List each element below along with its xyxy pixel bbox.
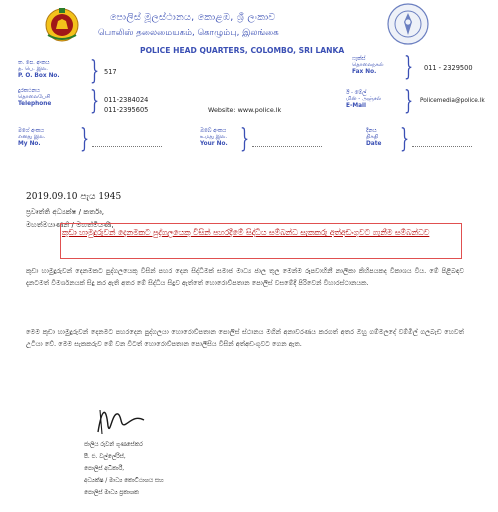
your-no-label: ඔබේ අංකය உமது இல. Your No. [200,128,228,147]
paragraph-1: කුඩා හාමුදුරුවන් දෙනමකට පුද්ගලයෙකු විසින් පහර දෙන සිද්ධිමක් සමාජ මාධ්‍ය ජාල තුල මෙන්ම රූපවාහිනී නාලිකා කිහිපයකද විකාශය විය. මේ පිළිබඳව දැනටමත් විමර්ශනයක් සිදු කර ඇති අතර මේ සිද්ධිය සිදුව ඇත්තේ හොරොව්පතාන පොලිස් වසමේදී පිරිවෙන් විහාරස්ථානයක. [26,267,464,288]
signature-icon [92,402,152,438]
fax-label: ෆැක්ස් தொலைநகல் Fax No. [352,56,384,75]
telephone-brace: } [90,86,100,116]
signer-line-1: ජාලිය රුවන් ගුණසේකර [84,442,143,448]
email-label: ඊ - මේල් மின் - அஞ்சல் E-Mail [346,90,382,109]
my-no-label: මගේ අංකය எனது இல. My No. [18,128,46,147]
paragraph-2: මෙම කුඩා හාමුදුරුවන් දෙනමට පහරදෙන පුද්ගලයා හොරොව්පතාන පොලිස් ස්ථානය මගින් අනාවරණය කරගත් අතර ඔහු ගම්මලදේ වම්මිල් ගලබැඩ හෙවත් උටියා වේ. මෙම සැකකරුව මේ වන විටත් හොරොව්පතාන පොලීසිය විසින් අත්අඩංගුවට ගෙන ඇත. [26,328,464,349]
signer-line-3: පොලිස් අධිකාරී, [84,466,125,472]
telephone-value-2: 011-2395605 [104,106,149,114]
telephone-label: දුරකථනය தொலைபேசி Telephone [18,88,52,107]
my-no-line [92,146,162,147]
police-logo-icon [386,2,430,46]
email-value[interactable]: Policemedia@police.lk [420,98,485,104]
signer-line-2: පී. එ. වල්ලේරිස්, [84,454,126,460]
pobox-brace: } [90,56,100,86]
address-line-2: මහත්මයාණනි / මහත්මියණි, [26,220,114,229]
date-line [412,146,472,147]
email-brace: } [404,86,414,116]
address-line-1: ප්‍රවෘත්ති අධ්‍යක්ෂ / කර්තෘ, [26,207,105,216]
subject-heading: කුඩා හාමුදුරුවන් දෙනමකට පුද්ගලයෙකු විසින් පහරදීමේ සිද්ධිය සම්බන්ධ සැකකරු අත්අඩංගුවට ගැනීම සම්බන්ධව [62,228,430,237]
website-text[interactable]: Website: www.police.lk [208,106,282,114]
fax-brace: } [404,52,414,82]
date-brace: } [400,124,410,154]
pobox-label: ත. පෙ. අංකය த. பெ. இல. P. O. Box No. [18,60,60,79]
letter-date: 2019.09.10 පැය 1945 [26,192,122,202]
telephone-value-1: 011-2384024 [104,96,149,104]
letterhead-sinhala: පොලිස් මූලස්ථානය, කොළඹ, ශ්‍රී ලංකාව [110,12,276,23]
letterhead-tamil: பொலிஸ் தலைமையகம், கொழும்பு, இலங்கை [98,28,279,38]
fax-value: 011 - 2329500 [424,64,473,72]
your-no-line [252,146,322,147]
signer-line-4: අධ්‍යක්ෂ / මාධ්‍ය කොට්ඨාශය සහ [84,478,164,484]
letterhead-english: POLICE HEAD QUARTERS, COLOMBO, SRI LANKA [140,46,345,55]
signer-line-5: පොලිස් මාධ්‍ය ප්‍රකාශක [84,490,139,496]
sri-lanka-emblem-icon [44,5,80,45]
your-no-brace: } [240,124,250,154]
date-label: දිනය திகதி Date [366,128,382,147]
my-no-brace: } [80,124,90,154]
pobox-value: 517 [104,68,117,76]
